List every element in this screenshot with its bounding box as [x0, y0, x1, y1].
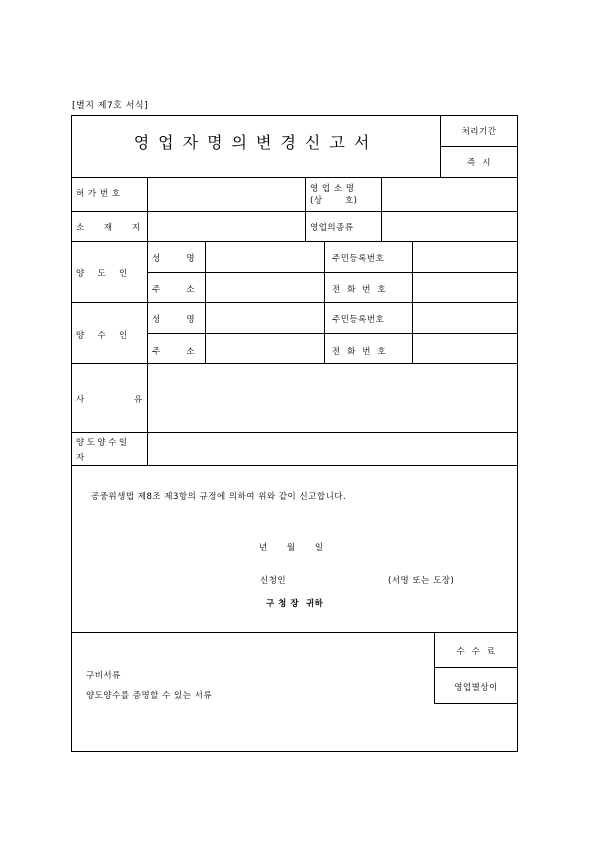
- divider: [381, 177, 382, 241]
- transferor-phone-label: 전 화 번 호: [332, 285, 387, 295]
- date-line: 년 월 일: [259, 543, 324, 553]
- transferee-label: 양 수 인: [76, 331, 128, 341]
- form-label: [별지 제7호 서식]: [72, 101, 149, 111]
- transferee-name-label: 성 명: [152, 315, 196, 325]
- permit-number-label: 허 가 번 호: [76, 189, 121, 199]
- divider: [147, 272, 518, 273]
- divider: [71, 211, 518, 212]
- reason-label-right: 유: [134, 395, 143, 405]
- transferor-phone-input[interactable]: [415, 276, 518, 302]
- divider: [434, 703, 518, 704]
- divider: [440, 146, 518, 147]
- transferee-address-label: 주 소: [152, 347, 196, 357]
- applicant-label: 신청인: [260, 576, 287, 586]
- transfer-date-label: 양도양수일: [76, 438, 130, 448]
- signature-note: (서명 또는 도장): [388, 576, 455, 586]
- addressee: 구 청 장 귀하: [266, 599, 324, 609]
- transfer-date-input[interactable]: [151, 437, 517, 463]
- transfer-date-label-suffix: 자: [76, 453, 85, 463]
- divider: [434, 667, 518, 668]
- transferor-label: 양 도 인: [76, 269, 128, 279]
- divider: [71, 465, 518, 466]
- applicant-input[interactable]: [292, 569, 386, 589]
- declaration-statement: 공중위생법 제8조 제3항의 규정에 의하여 위와 같이 신고합니다.: [91, 492, 347, 502]
- form-title: 영업자명의변경신고서: [133, 133, 379, 152]
- divider: [71, 241, 518, 242]
- transferor-address-label: 주 소: [152, 285, 196, 295]
- transferor-resident-no-label: 주민등록번호: [332, 254, 385, 264]
- transferee-resident-no-label: 주민등록번호: [332, 315, 385, 325]
- transferor-name-label: 성 명: [152, 254, 196, 264]
- divider: [147, 177, 148, 241]
- divider: [147, 363, 148, 465]
- business-type-input[interactable]: [384, 215, 518, 239]
- transferee-address-input[interactable]: [208, 337, 324, 363]
- business-name-input[interactable]: [384, 182, 518, 208]
- divider: [71, 363, 518, 364]
- permit-number-input[interactable]: [150, 182, 306, 208]
- reason-input[interactable]: [151, 367, 517, 431]
- processing-period-value: 즉 시: [467, 158, 491, 168]
- divider: [147, 333, 518, 334]
- divider: [71, 302, 518, 303]
- transferor-address-input[interactable]: [208, 276, 324, 302]
- transferee-name-input[interactable]: [208, 306, 324, 332]
- transferee-phone-label: 전 화 번 호: [332, 347, 387, 357]
- fee-value: 영업별상이: [454, 683, 498, 693]
- divider: [71, 177, 518, 178]
- fee-label: 수 수 료: [456, 647, 496, 657]
- business-type-label: 영업의종류: [310, 223, 354, 233]
- transferee-resident-no-input[interactable]: [415, 306, 518, 332]
- location-label: 소 재 지: [76, 223, 141, 233]
- business-name-label: 영 업 소 명: [310, 184, 355, 194]
- required-docs-item: 양도양수를 증명할 수 있는 서류: [86, 691, 213, 701]
- processing-period-label: 처리기간: [461, 127, 497, 137]
- divider: [71, 632, 518, 633]
- reason-label-left: 사: [76, 395, 85, 405]
- required-docs-title: 구비서류: [86, 671, 121, 681]
- location-input[interactable]: [150, 215, 306, 239]
- transferee-phone-input[interactable]: [415, 337, 518, 363]
- trade-name-label: (상 호): [310, 196, 358, 206]
- transferor-resident-no-input[interactable]: [415, 245, 518, 271]
- transferor-name-input[interactable]: [208, 245, 324, 271]
- divider: [71, 432, 518, 433]
